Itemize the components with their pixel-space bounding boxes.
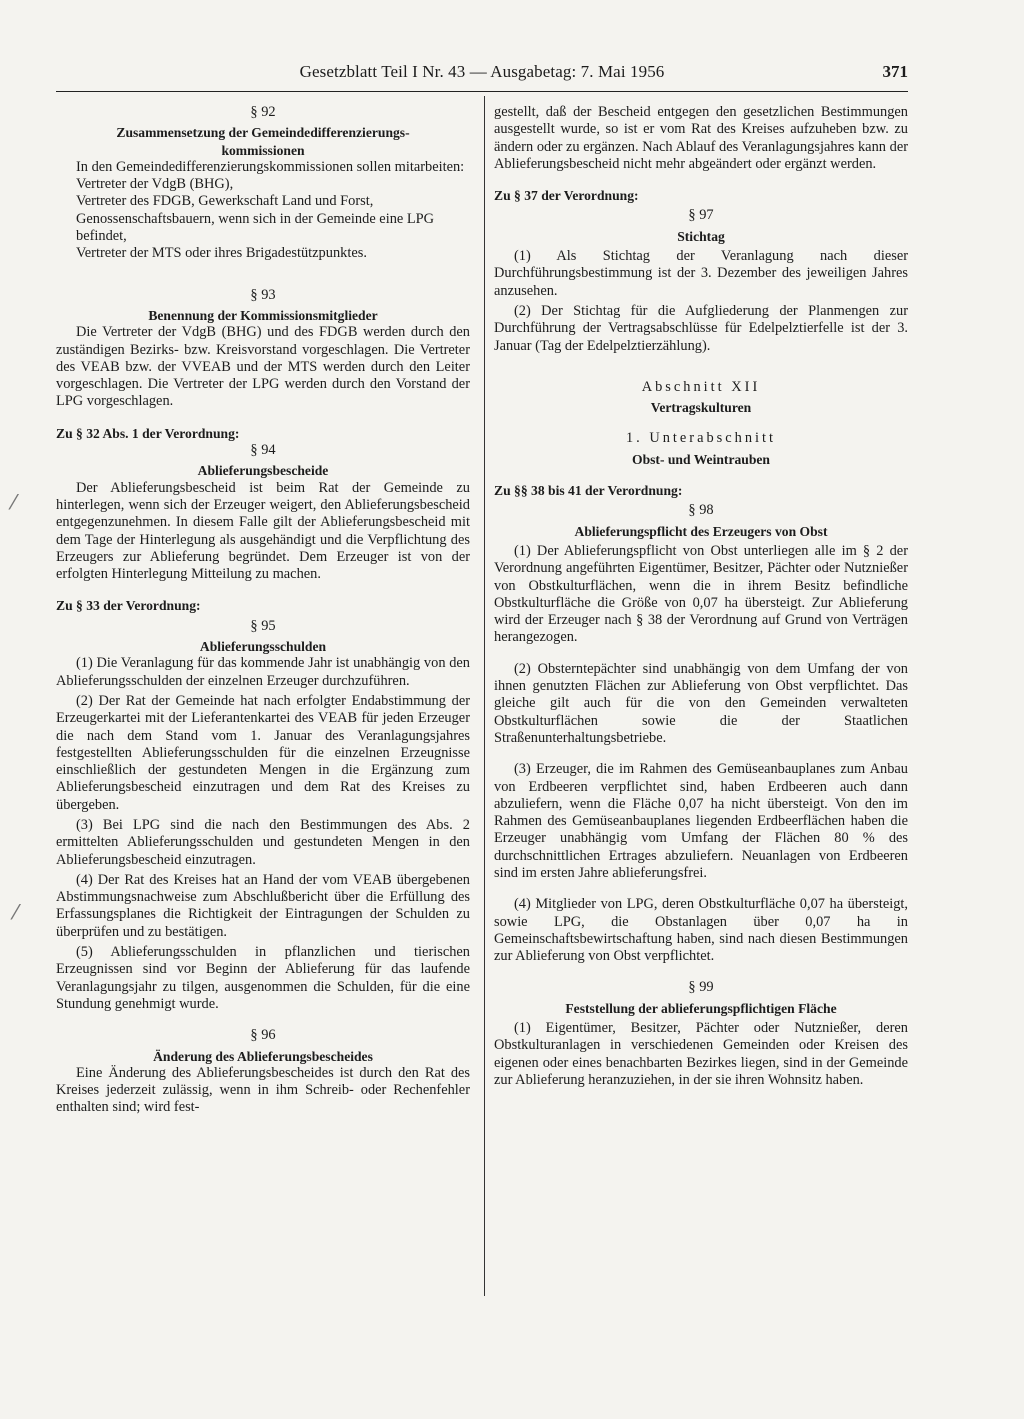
section-heading-94: Ablieferungsbescheide bbox=[197, 463, 329, 479]
margin-mark: ⁄ bbox=[12, 490, 16, 514]
section-heading-92a: Zusammensetzung der Gemeindedifferenzierungs- bbox=[116, 125, 410, 141]
paragraph: Eine Änderung des Ablieferungsbescheides ist durch den Rat des Kreises jederzeit zulässig, wenn in ihm Schreib- oder Rechenfehler enthalten sind; wird fest- bbox=[56, 1064, 470, 1116]
paragraph: (1) Der Ablieferungspflicht von Obst unterliegen alle im § 2 der Verordnung angeführten Eigentümer, Besitzer, Pächter oder Nutznießer von Obstkulturflächen, wenn die in ihrem Besitz befindliche Obstkulturfläche die Größe von 0,07 ha übersteigt. Zur Ablieferung wird der Erzeuger nach § 38 der Verordnung auf Grund von Verträgen herangezogen. bbox=[494, 542, 908, 646]
header-title: Gesetzblatt Teil I Nr. 43 — Ausgabetag: 7. Mai 1956 bbox=[299, 62, 665, 81]
paragraph: (1) Als Stichtag der Veranlagung nach dieser Durchführungsbestimmung ist der 3. Dezember des jeweiligen Jahres anzusehen. bbox=[494, 248, 908, 299]
margin-mark: ⁄ bbox=[14, 900, 18, 924]
page-header bbox=[56, 62, 908, 88]
section-number-99: § 99 bbox=[688, 979, 714, 996]
section-heading-99: Feststellung der ablieferungspflichtigen Fläche bbox=[565, 1000, 837, 1016]
paragraph: (2) Der Stichtag für die Aufgliederung der Planmengen zur Durchführung der Vertragsabschlüsse für Edelpelztierfelle ist der 3. Januar (Tag der Edelpelztierzählung). bbox=[494, 302, 908, 354]
paragraph: (3) Bei LPG sind die nach den Bestimmungen des Abs. 2 ermittelten Ablieferungsschulden und gestundeten Mengen in den Ablieferungsbescheid einzutragen. bbox=[56, 816, 470, 868]
paragraph: Die Vertreter der VdgB (BHG) und des FDGB werden durch den zuständigen Bezirks- bzw. Kreisvorstand vorgeschlagen. Die Vertreter des VEAB bzw. der VVEAB und der MTS werden durch den Leiter vorgeschlagen. Die Vertreter der LPG werden durch den Vorstand der LPG vorgeschlagen. bbox=[56, 324, 470, 410]
section-heading-96: Änderung des Ablieferungsbescheides bbox=[153, 1048, 373, 1064]
list-item: Vertreter des FDGB, Gewerkschaft Land und Forst, Genossenschaftsbauern, wenn sich in der Gemeinde eine LPG befindet, bbox=[76, 193, 435, 245]
member-list bbox=[56, 176, 470, 262]
chapter-subtitle: Vertragskulturen bbox=[650, 400, 752, 416]
chapter-title: Abschnitt XII bbox=[641, 378, 761, 395]
subchapter-subtitle: Obst- und Weintrauben bbox=[632, 451, 770, 467]
section-number-96: § 96 bbox=[250, 1027, 276, 1044]
section-number-97: § 97 bbox=[688, 207, 714, 224]
section-number-95: § 95 bbox=[250, 617, 276, 634]
regulation-reference: Zu §§ 38 bis 41 der Verordnung: bbox=[494, 483, 683, 499]
section-heading-92b: kommissionen bbox=[221, 142, 305, 158]
section-heading-93: Benennung der Kommissionsmitglieder bbox=[148, 307, 378, 323]
paragraph: (4) Mitglieder von LPG, deren Obstkulturfläche 0,07 ha übersteigt, sowie LPG, die Obstanlagen über 0,07 ha in Gemeinschaftsbewirtschaftung haben, sind nach diesen Bestimmungen zur Ablieferung von Obst verpflichtet. bbox=[494, 896, 908, 965]
page-number: 371 bbox=[882, 62, 908, 81]
section-number-92: § 92 bbox=[250, 104, 276, 120]
regulation-reference: Zu § 37 der Verordnung: bbox=[494, 188, 639, 204]
paragraph: gestellt, daß der Bescheid entgegen den gesetzlichen Bestimmungen ausgestellt wurde, so ist er vom Rat des Kreises aufzuheben bzw. zu ändern oder zu ergänzen. Nach Ablauf des Veranlagungsjahres kann der Ablieferungsbescheid nicht mehr abgeändert oder ergänzt werden. bbox=[494, 104, 908, 172]
section-number-93: § 93 bbox=[250, 286, 276, 303]
section-number-94: § 94 bbox=[250, 442, 276, 459]
paragraph: (2) Obsterntepächter sind unabhängig von dem Umfang der von ihnen genutzten Flächen zur Ablieferung von Obst verpflichtet. Das gleiche gilt auch für die von den Gemeinden verwalteten Obstkulturflächen sowie die der Staatlichen Straßenunterhaltungsbetriebe. bbox=[494, 660, 908, 746]
paragraph: Der Ablieferungsbescheid ist beim Rat der Gemeinde zu hinterlegen, wenn sich der Erzeuger weigert, den Ablieferungsbescheid entgegenzunehmen. In diesem Falle gilt der Ablieferungsbescheid mit dem Tage der Hinterlegung als ausgehändigt und die Verpflichtung des Erzeugers zur Ablieferung begründet. Dem Erzeuger ist von der erfolgten Hinterlegung Mitteilung zu machen. bbox=[56, 479, 470, 583]
paragraph: (1) Eigentümer, Besitzer, Pächter oder Nutznießer, deren Obstkulturanlagen in verschiedenen Gemeinden oder Kreisen des eigenen oder eines benachbarten Bezirkes liegen, sind in der Gemeinde zur Ablieferung heranzuziehen, in der sie ihren Wohnsitz haben. bbox=[494, 1020, 908, 1088]
subchapter-title: 1. Unterabschnitt bbox=[625, 430, 777, 447]
section-number-98: § 98 bbox=[688, 502, 714, 519]
paragraph: (2) Der Rat der Gemeinde hat nach erfolgter Endabstimmung der Erzeugerkartei mit der Lieferantenkartei des VEAB für jeden Erzeuger die nach dem Stand vom 1. Januar des Veranlagungsjahres festgestellten Ablieferungsschulden für die einzelnen Erzeugnisse einschließlich der gestundeten Mengen in die Ergänzung zum Ablieferungsbescheid einzutragen und dem Rat des Kreises zu übergeben. bbox=[56, 692, 470, 813]
paragraph: (3) Erzeuger, die im Rahmen des Gemüseanbauplanes zum Anbau von Erdbeeren verpflichtet sind, haben Erdbeeren auch dann abzuliefern, wenn die Fläche 0,07 ha nicht übersteigt. Von den im Rahmen des Gemüseanbauplanes liegenden Erdbeerflächen haben die Erzeuger unabhängig vom Umfang der Flächen 80 % des durchschnittlichen Ertrages abzuliefern. Neuanlagen von Erdbeeren sind im ersten Jahre ablieferungsfrei. bbox=[494, 761, 908, 881]
regulation-reference: Zu § 33 der Verordnung: bbox=[56, 598, 201, 614]
right-column bbox=[494, 104, 908, 1089]
column-divider bbox=[484, 96, 485, 1296]
paragraph: (5) Ablieferungsschulden in pflanzlichen und tierischen Erzeugnissen sind vor Beginn der Ablieferung für das laufende Veranlagungsjahr zu tilgen, ausgenommen die Schulden, für die eine Stundung genehmigt wurde. bbox=[56, 944, 470, 1012]
list-item: Vertreter der MTS oder ihres Brigadestützpunktes. bbox=[76, 245, 367, 262]
regulation-reference: Zu § 32 Abs. 1 der Verordnung: bbox=[56, 425, 240, 441]
header-rule bbox=[56, 91, 908, 92]
paragraph: (4) Der Rat des Kreises hat an Hand der vom VEAB übergebenen Abstimmungsnachweise zum Abschlußbericht über die Erfüllung des Erfassungsplanes die Richtigkeit der Eintragungen der Schulden zu überprüfen und zu bestätigen. bbox=[56, 871, 470, 940]
section-heading-98: Ablieferungspflicht des Erzeugers von Obst bbox=[574, 523, 828, 539]
section-heading-97: Stichtag bbox=[677, 228, 725, 244]
paragraph: In den Gemeindedifferenzierungskommissionen sollen mitarbeiten: bbox=[76, 158, 465, 175]
list-item: Vertreter der VdgB (BHG), bbox=[76, 176, 234, 193]
section-heading-95: Ablieferungsschulden bbox=[199, 639, 327, 655]
paragraph: (1) Die Veranlagung für das kommende Jahr ist unabhängig von den Ablieferungsschulden der einzelnen Erzeuger durchzuführen. bbox=[56, 655, 470, 689]
left-column bbox=[56, 104, 470, 1117]
